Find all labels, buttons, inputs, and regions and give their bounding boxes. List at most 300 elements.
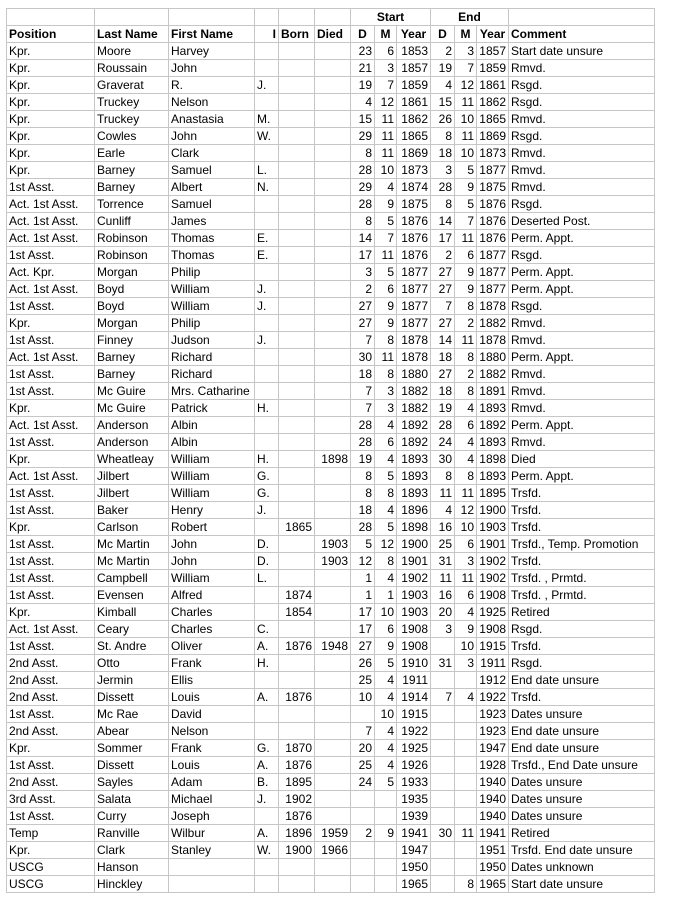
initial-cell: L. [255,570,279,587]
start-day-cell: 8 [351,468,375,485]
initial-cell: D. [255,553,279,570]
start-month-cell [375,842,397,859]
position-cell: USCG [7,859,95,876]
first-name-cell: Clark [169,145,255,162]
end-year-cell: 1877 [477,281,509,298]
initial-cell: H. [255,451,279,468]
comment-cell: End date unsure [509,672,655,689]
position-cell: Kpr. [7,400,95,417]
start-month-cell: 3 [375,383,397,400]
last-name-cell: Baker [95,502,169,519]
start-year-cell: 1911 [397,672,431,689]
died-cell: 1903 [315,536,351,553]
position-cell: 1st Asst. [7,247,95,264]
first-name-cell: Adam [169,774,255,791]
position-cell: 2nd Asst. [7,774,95,791]
position-cell: Kpr. [7,111,95,128]
first-name-cell [169,859,255,876]
start-month-cell: 10 [375,162,397,179]
end-month-cell: 4 [455,604,477,621]
start-day-cell: 21 [351,60,375,77]
start-month-cell: 9 [375,638,397,655]
died-cell: 1898 [315,451,351,468]
last-name-cell: Morgan [95,264,169,281]
first-name-cell: James [169,213,255,230]
born-cell [279,298,315,315]
born-cell: 1900 [279,842,315,859]
last-name-cell: Barney [95,366,169,383]
position-cell: 1st Asst. [7,638,95,655]
start-year-cell: 1900 [397,536,431,553]
start-year-cell: 1910 [397,655,431,672]
born-cell [279,859,315,876]
end-day-cell: 15 [431,94,455,111]
start-day-cell: 18 [351,502,375,519]
last-name-cell: Barney [95,179,169,196]
initial-cell: J. [255,332,279,349]
start-month-cell: 8 [375,366,397,383]
table-row [7,213,655,230]
died-cell [315,400,351,417]
born-cell [279,723,315,740]
first-name-cell: William [169,451,255,468]
end-month-cell [455,842,477,859]
end-day-cell [431,791,455,808]
end-year-cell: 1893 [477,434,509,451]
last-name-cell: Morgan [95,315,169,332]
start-day-cell: 25 [351,757,375,774]
end-month-cell: 10 [455,519,477,536]
last-name-cell: Dissett [95,757,169,774]
table-row [7,383,655,400]
died-cell [315,519,351,536]
comment-cell: Trsfd., End Date unsure [509,757,655,774]
end-month-cell [455,859,477,876]
start-month-cell: 11 [375,128,397,145]
start-day-cell: 20 [351,740,375,757]
start-day-cell [351,706,375,723]
first-name-cell: William [169,570,255,587]
initial-cell [255,672,279,689]
end-day-cell: 31 [431,553,455,570]
initial-cell: L. [255,162,279,179]
end-year-cell: 1880 [477,349,509,366]
end-month-cell: 11 [455,485,477,502]
born-cell [279,672,315,689]
last-name-cell: Moore [95,43,169,60]
first-name-cell: Thomas [169,230,255,247]
table-row [7,519,655,536]
born-cell [279,247,315,264]
first-name-cell: David [169,706,255,723]
start-year-cell: 1903 [397,587,431,604]
start-day-cell: 17 [351,247,375,264]
initial-cell [255,196,279,213]
comment-header: Comment [509,26,655,43]
born-cell [279,383,315,400]
end-year-cell: 1875 [477,179,509,196]
born-cell [279,162,315,179]
position-cell: 1st Asst. [7,502,95,519]
died-cell: 1903 [315,553,351,570]
start-day-cell: 26 [351,655,375,672]
end-year-cell: 1923 [477,723,509,740]
end-year-cell: 1862 [477,94,509,111]
end-day-cell: 7 [431,298,455,315]
first-name-cell: Louis [169,757,255,774]
first-name-cell: Samuel [169,162,255,179]
start-year-cell: 1880 [397,366,431,383]
start-year-cell: 1947 [397,842,431,859]
end-year-cell: 1915 [477,638,509,655]
born-cell: 1870 [279,740,315,757]
start-month-cell [375,808,397,825]
end-month-cell: 11 [455,332,477,349]
end-month-cell: 2 [455,315,477,332]
died-cell [315,332,351,349]
died-cell [315,60,351,77]
comment-cell: Start date unsure [509,43,655,60]
born-cell [279,128,315,145]
comment-cell: Trsfd. , Prmtd. [509,570,655,587]
end-month-cell: 3 [455,553,477,570]
died-cell [315,366,351,383]
start-month-cell: 3 [375,60,397,77]
start-month-cell: 5 [375,774,397,791]
start-year-cell: 1876 [397,230,431,247]
table-row [7,621,655,638]
end-year-cell: 1908 [477,621,509,638]
end-year-cell: 1893 [477,400,509,417]
died-cell [315,587,351,604]
start-month-cell: 4 [375,451,397,468]
initial-cell: G. [255,485,279,502]
table-row [7,145,655,162]
end-year-cell: 1882 [477,315,509,332]
end-year-cell: 1876 [477,213,509,230]
table-row [7,417,655,434]
last-name-cell: Cunliff [95,213,169,230]
start-month-cell: 6 [375,621,397,638]
comment-cell: Dates unsure [509,808,655,825]
first-name-cell: Harvey [169,43,255,60]
end-day-cell: 27 [431,366,455,383]
end-month-cell: 11 [455,825,477,842]
table-row [7,638,655,655]
table-row [7,706,655,723]
end-day-cell: 14 [431,332,455,349]
born-cell [279,94,315,111]
table-row [7,859,655,876]
table-row [7,604,655,621]
initial-cell [255,349,279,366]
comment-cell: Rsgd. [509,298,655,315]
start-month-cell: 4 [375,672,397,689]
initial-cell [255,604,279,621]
start-month-cell: 11 [375,247,397,264]
start-month-cell: 10 [375,706,397,723]
born-cell: 1876 [279,808,315,825]
born-cell [279,315,315,332]
born-cell [279,332,315,349]
start-year-cell: 1908 [397,638,431,655]
position-cell: 1st Asst. [7,587,95,604]
start-month-cell: 4 [375,179,397,196]
start-day-cell: 7 [351,400,375,417]
comment-cell: Retired [509,825,655,842]
table-row [7,332,655,349]
end-day-cell: 3 [431,621,455,638]
start-day-cell: 7 [351,723,375,740]
end-year-cell: 1877 [477,247,509,264]
last-name-cell: Anderson [95,434,169,451]
born-cell: 1865 [279,519,315,536]
born-cell: 1874 [279,587,315,604]
born-cell [279,876,315,893]
start-month-cell: 5 [375,264,397,281]
start-month-cell: 10 [375,604,397,621]
died-cell: 1948 [315,638,351,655]
start-year-cell: 1908 [397,621,431,638]
end-year-cell: 1928 [477,757,509,774]
start-year-cell: 1877 [397,298,431,315]
died-cell [315,434,351,451]
start-year-cell: 1853 [397,43,431,60]
position-cell: Temp [7,825,95,842]
died-cell [315,740,351,757]
end-year-cell: 1902 [477,553,509,570]
died-cell [315,145,351,162]
end-year-cell: 1893 [477,468,509,485]
first-name-cell: Stanley [169,842,255,859]
initial-cell [255,587,279,604]
start-month-cell: 11 [375,349,397,366]
last-name-cell: Mc Guire [95,383,169,400]
comment-cell: Rsgd. [509,196,655,213]
died-cell [315,808,351,825]
start-year-header: Year [397,26,431,43]
table-row [7,366,655,383]
last-name-cell: St. Andre [95,638,169,655]
start-day-cell: 27 [351,638,375,655]
last-name-cell: Anderson [95,417,169,434]
start-month-cell: 4 [375,723,397,740]
initial-cell: M. [255,111,279,128]
start-month-cell: 12 [375,94,397,111]
position-cell: 1st Asst. [7,179,95,196]
last-name-cell: Mc Martin [95,536,169,553]
table-row [7,536,655,553]
end-month-cell: 11 [455,230,477,247]
start-month-cell: 12 [375,536,397,553]
group-header-row [7,9,655,26]
initial-cell [255,706,279,723]
end-month-cell: 8 [455,468,477,485]
start-month-cell: 4 [375,689,397,706]
start-year-cell: 1893 [397,451,431,468]
comment-cell: Dates unsure [509,706,655,723]
start-day-cell: 8 [351,485,375,502]
first-name-cell: Frank [169,740,255,757]
comment-cell: Rmvd. [509,434,655,451]
end-month-header: M [455,26,477,43]
end-year-cell: 1859 [477,60,509,77]
born-cell [279,349,315,366]
first-name-cell: Anastasia [169,111,255,128]
end-day-cell: 14 [431,213,455,230]
died-cell: 1966 [315,842,351,859]
end-day-cell: 3 [431,162,455,179]
end-month-cell: 8 [455,383,477,400]
blank-header-cell [95,9,169,26]
start-day-cell: 28 [351,196,375,213]
initial-cell: H. [255,400,279,417]
end-year-cell: 1878 [477,332,509,349]
comment-cell: Rmvd. [509,179,655,196]
died-cell [315,264,351,281]
position-cell: Act. 1st Asst. [7,468,95,485]
end-year-cell: 1877 [477,162,509,179]
comment-cell: Perm. Appt. [509,417,655,434]
start-day-cell: 24 [351,774,375,791]
table-row [7,400,655,417]
end-month-cell: 9 [455,281,477,298]
first-name-cell: Ellis [169,672,255,689]
initial-cell: D. [255,536,279,553]
last-name-cell: Robinson [95,247,169,264]
comment-cell: Rmvd. [509,366,655,383]
died-cell [315,757,351,774]
start-day-cell: 17 [351,604,375,621]
start-day-cell: 1 [351,570,375,587]
start-year-cell: 1901 [397,553,431,570]
born-cell: 1876 [279,638,315,655]
table-row [7,315,655,332]
initial-cell [255,60,279,77]
position-cell: Kpr. [7,451,95,468]
died-cell [315,281,351,298]
start-month-cell: 4 [375,502,397,519]
table-row [7,808,655,825]
start-day-cell: 27 [351,298,375,315]
end-month-cell: 3 [455,43,477,60]
end-day-cell: 26 [431,111,455,128]
start-month-cell: 3 [375,400,397,417]
end-month-cell: 11 [455,94,477,111]
initial-cell: A. [255,689,279,706]
position-cell: Act. 1st Asst. [7,621,95,638]
table-row [7,825,655,842]
end-day-cell [431,774,455,791]
initial-cell: C. [255,621,279,638]
end-month-cell [455,774,477,791]
comment-cell: Perm. Appt. [509,230,655,247]
end-year-cell: 1876 [477,196,509,213]
comment-cell: Trsfd. [509,638,655,655]
position-cell: Kpr. [7,740,95,757]
start-year-cell: 1869 [397,145,431,162]
start-day-cell: 3 [351,264,375,281]
start-month-cell: 6 [375,434,397,451]
end-month-cell: 7 [455,213,477,230]
table-row [7,451,655,468]
table-row [7,587,655,604]
initial-cell [255,434,279,451]
died-header: Died [315,26,351,43]
last-name-cell: Sommer [95,740,169,757]
start-month-cell: 4 [375,417,397,434]
first-name-cell: Louis [169,689,255,706]
position-cell: USCG [7,876,95,893]
start-year-cell: 1882 [397,383,431,400]
died-cell [315,604,351,621]
blank-header-cell [255,9,279,26]
start-month-cell: 11 [375,111,397,128]
end-day-cell [431,638,455,655]
initial-cell [255,808,279,825]
first-name-cell: Michael [169,791,255,808]
comment-cell: Rmvd. [509,383,655,400]
end-month-cell: 4 [455,451,477,468]
start-year-cell: 1865 [397,128,431,145]
start-month-cell: 7 [375,230,397,247]
last-name-cell: Ranville [95,825,169,842]
end-day-cell: 2 [431,43,455,60]
initial-cell: E. [255,247,279,264]
initial-cell [255,876,279,893]
end-year-cell: 1876 [477,230,509,247]
position-cell: Act. 1st Asst. [7,349,95,366]
initial-cell [255,315,279,332]
comment-cell: Perm. Appt. [509,264,655,281]
end-day-cell [431,723,455,740]
comment-cell: Deserted Post. [509,213,655,230]
born-cell: 1854 [279,604,315,621]
last-name-cell: Cowles [95,128,169,145]
born-cell [279,485,315,502]
end-day-cell: 2 [431,247,455,264]
end-year-cell: 1865 [477,111,509,128]
position-cell: Act. 1st Asst. [7,281,95,298]
initial-cell [255,859,279,876]
first-name-cell: Nelson [169,723,255,740]
start-group-header: Start [351,9,431,26]
position-cell: 1st Asst. [7,485,95,502]
start-month-cell: 8 [375,332,397,349]
born-cell: 1876 [279,757,315,774]
start-year-cell: 1877 [397,315,431,332]
first-name-cell: Richard [169,366,255,383]
start-day-cell: 2 [351,825,375,842]
last-name-cell: Boyd [95,281,169,298]
start-year-cell: 1941 [397,825,431,842]
end-month-cell: 8 [455,876,477,893]
last-name-cell: Kimball [95,604,169,621]
start-day-cell: 28 [351,434,375,451]
end-month-cell: 6 [455,417,477,434]
last-name-cell: Evensen [95,587,169,604]
end-month-cell: 11 [455,128,477,145]
comment-cell: Start date unsure [509,876,655,893]
end-year-cell: 1940 [477,808,509,825]
comment-cell: End date unsure [509,740,655,757]
initial-cell: A. [255,757,279,774]
end-day-cell [431,842,455,859]
initial-cell [255,43,279,60]
position-cell: Act. 1st Asst. [7,196,95,213]
table-row [7,162,655,179]
start-year-cell: 1902 [397,570,431,587]
